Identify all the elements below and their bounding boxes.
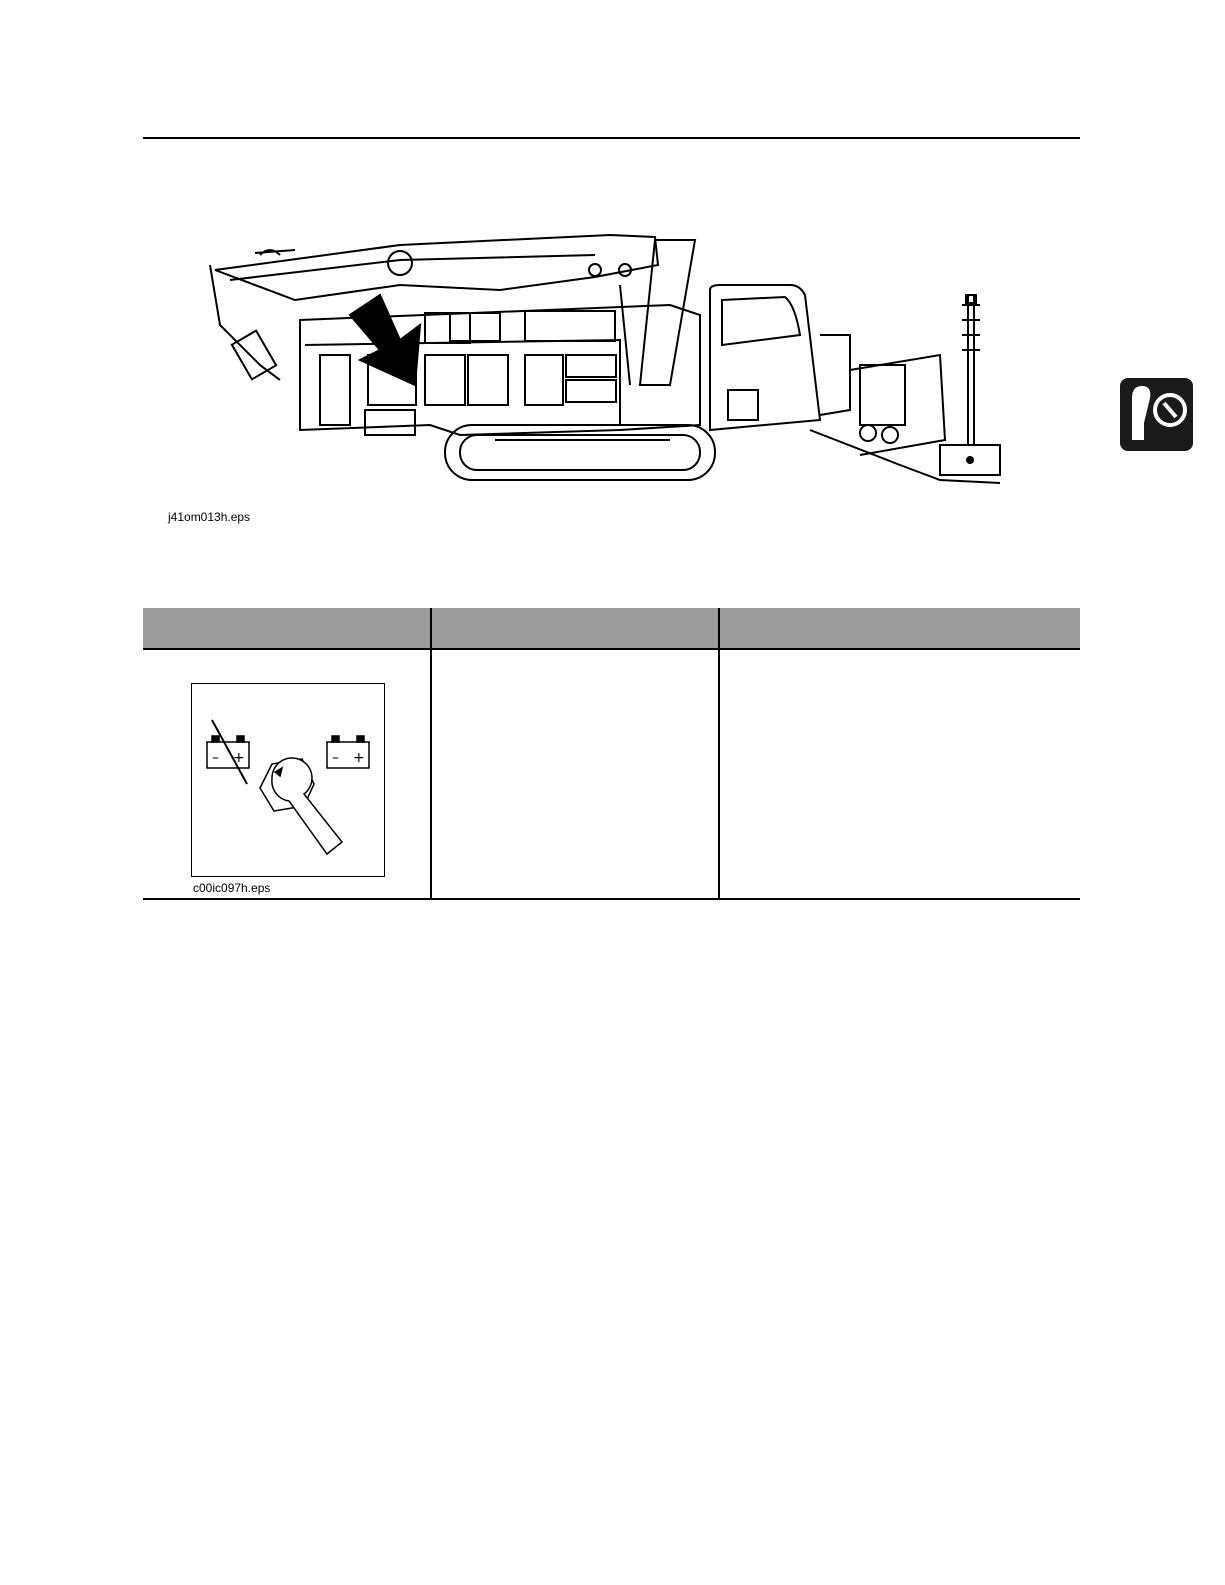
column-divider [430, 608, 432, 900]
table-header-cell [143, 608, 430, 648]
top-rule [143, 137, 1080, 139]
drilling-rig-illustration [200, 225, 1030, 495]
info-table [143, 608, 1080, 909]
table-header-cell [432, 608, 718, 648]
svg-text:–: – [332, 750, 339, 766]
svg-text:–: – [212, 750, 219, 766]
header-rule [143, 648, 1080, 650]
column-divider [718, 608, 720, 900]
svg-text:+: + [353, 750, 365, 766]
icon-caption: c00ic097h.eps [193, 881, 271, 895]
bottom-rule [143, 898, 1080, 900]
figure-caption: j41om013h.eps [168, 510, 251, 524]
control-lever-gauge-icon [1120, 378, 1193, 451]
table-header-cell [720, 608, 1080, 648]
svg-text:+: + [233, 750, 245, 766]
battery-disconnect-switch-icon [191, 683, 385, 877]
